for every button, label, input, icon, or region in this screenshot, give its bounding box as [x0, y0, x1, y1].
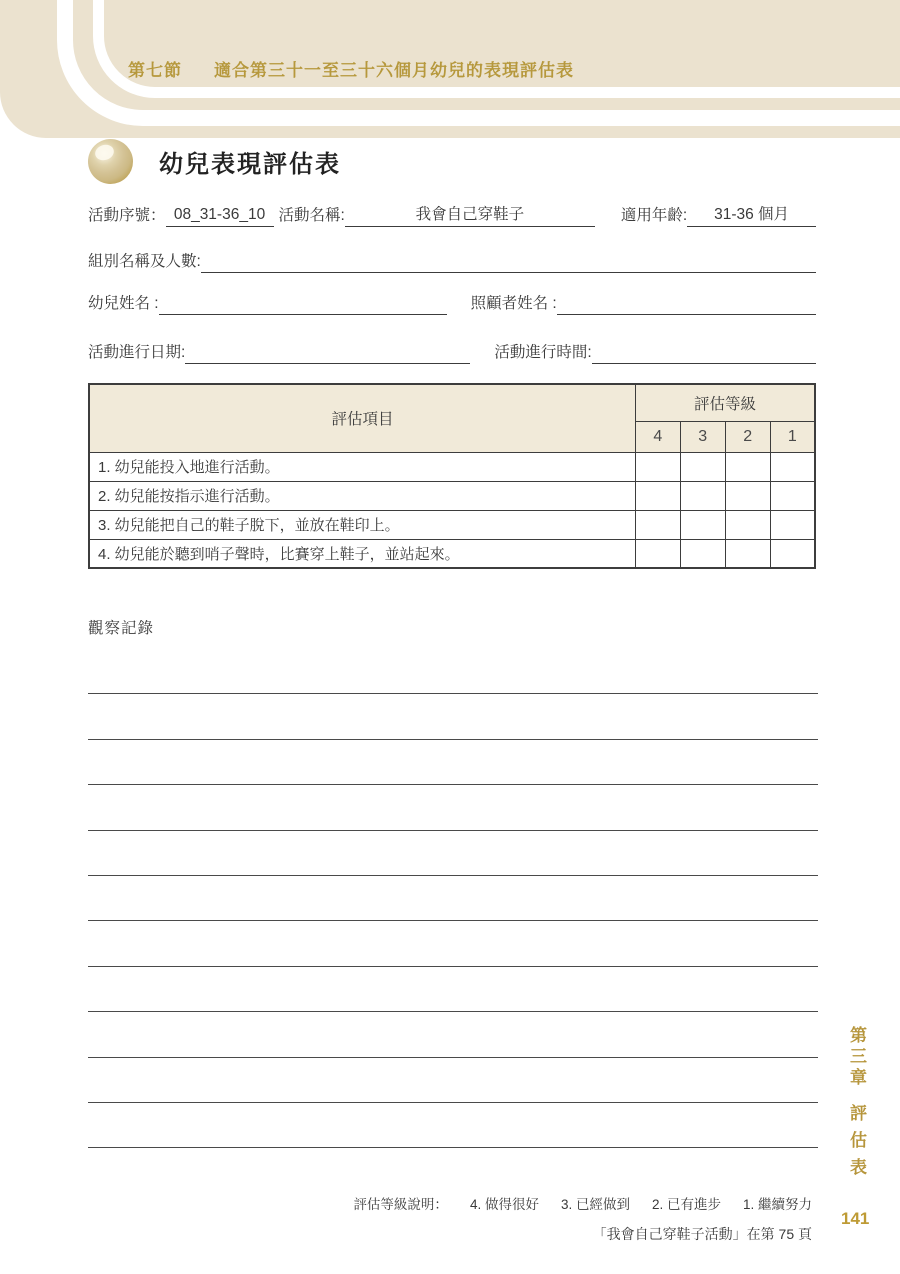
score-cell[interactable] — [635, 452, 680, 481]
page-header — [0, 0, 900, 138]
age-value[interactable]: 31-36 個月 — [687, 202, 816, 227]
score-cell[interactable] — [725, 539, 770, 568]
score-cell[interactable] — [770, 539, 815, 568]
activity-no-label: 活動序號： — [88, 207, 166, 224]
writing-line[interactable] — [88, 694, 818, 739]
item-text: 1. 幼兒能投入地進行活動。 — [89, 452, 635, 481]
child-name-label: 幼兒姓名 : — [88, 295, 159, 312]
sphere-bullet-icon — [88, 139, 133, 184]
legend-item: 3. 已經做到 — [560, 1197, 630, 1212]
item-column-header: 評估項目 — [89, 384, 635, 452]
score-cell[interactable] — [725, 452, 770, 481]
form-row-activity — [88, 202, 816, 227]
score-cell[interactable] — [725, 481, 770, 510]
chapter-tab — [844, 1026, 869, 1185]
caregiver-label: 照顧者姓名 : — [470, 295, 557, 312]
legend-item: 4. 做得很好 — [469, 1197, 539, 1212]
score-cell[interactable] — [770, 481, 815, 510]
age-label: 適用年齡: — [620, 207, 688, 224]
score-cell[interactable] — [680, 452, 725, 481]
child-name-input[interactable] — [159, 294, 447, 315]
section-title: 適合第三十一至三十六個月幼兒的表現評估表 — [214, 61, 574, 80]
score-cell[interactable] — [635, 481, 680, 510]
activity-name-label: 活動名稱: — [278, 207, 345, 224]
legend-item: 2. 已有進步 — [651, 1197, 721, 1212]
writing-line[interactable] — [88, 921, 818, 966]
page-number: 141 — [841, 1209, 870, 1228]
item-text: 2. 幼兒能按指示進行活動。 — [89, 481, 635, 510]
activity-name-value[interactable]: 我會自己穿鞋子 — [345, 202, 595, 227]
form-row-names — [88, 291, 816, 315]
item-text: 4. 幼兒能於聽到哨子聲時，比賽穿上鞋子，並站起來。 — [89, 539, 635, 568]
writing-line[interactable] — [88, 785, 818, 830]
date-label: 活動進行日期: — [88, 344, 186, 361]
observation-lines — [88, 649, 818, 1148]
time-input[interactable] — [592, 343, 816, 364]
section-number: 第七節 — [128, 61, 182, 80]
grade-4-header: 4 — [635, 421, 680, 452]
table-row — [89, 539, 815, 568]
legend-item: 1. 繼續努力 — [742, 1197, 812, 1212]
score-cell[interactable] — [725, 510, 770, 539]
title-row — [88, 139, 341, 184]
page-title: 幼兒表現評估表 — [159, 151, 341, 178]
group-input[interactable] — [201, 252, 816, 273]
grade-2-header: 2 — [725, 421, 770, 452]
section-heading — [128, 56, 574, 81]
chapter-number: 第三章 — [847, 1026, 866, 1089]
writing-line[interactable] — [88, 740, 818, 785]
activity-no-value[interactable]: 08_31-36_10 — [166, 206, 274, 227]
score-cell[interactable] — [680, 539, 725, 568]
chapter-word: 評估表 — [847, 1104, 866, 1185]
date-input[interactable] — [185, 343, 470, 364]
item-text: 3. 幼兒能把自己的鞋子脫下，並放在鞋印上。 — [89, 510, 635, 539]
group-label: 組別名稱及人數: — [88, 253, 201, 270]
score-cell[interactable] — [680, 481, 725, 510]
writing-line[interactable] — [88, 1103, 818, 1148]
table-header-row — [89, 384, 815, 421]
score-cell[interactable] — [635, 539, 680, 568]
grade-column-header: 評估等級 — [635, 384, 815, 421]
form-row-datetime — [88, 340, 816, 364]
score-cell[interactable] — [680, 510, 725, 539]
table-row — [89, 510, 815, 539]
header-curve-inner — [93, 0, 900, 98]
grade-1-header: 1 — [770, 421, 815, 452]
table-row — [89, 452, 815, 481]
time-label: 活動進行時間: — [494, 344, 592, 361]
writing-line[interactable] — [88, 967, 818, 1012]
legend-label: 評估等級說明： — [353, 1197, 448, 1212]
writing-line[interactable] — [88, 1012, 818, 1057]
assessment-table — [88, 383, 816, 569]
score-cell[interactable] — [770, 510, 815, 539]
writing-line[interactable] — [88, 831, 818, 876]
caregiver-input[interactable] — [557, 294, 816, 315]
writing-line[interactable] — [88, 649, 818, 694]
grade-3-header: 3 — [680, 421, 725, 452]
grade-legend — [353, 1193, 812, 1213]
table-row — [89, 481, 815, 510]
score-cell[interactable] — [635, 510, 680, 539]
writing-line[interactable] — [88, 1058, 818, 1103]
score-cell[interactable] — [770, 452, 815, 481]
observation-label: 觀察記錄 — [88, 620, 155, 637]
activity-reference: 「我會自己穿鞋子活動」在第 75 頁 — [592, 1226, 812, 1242]
form-row-group — [88, 249, 816, 273]
writing-line[interactable] — [88, 876, 818, 921]
